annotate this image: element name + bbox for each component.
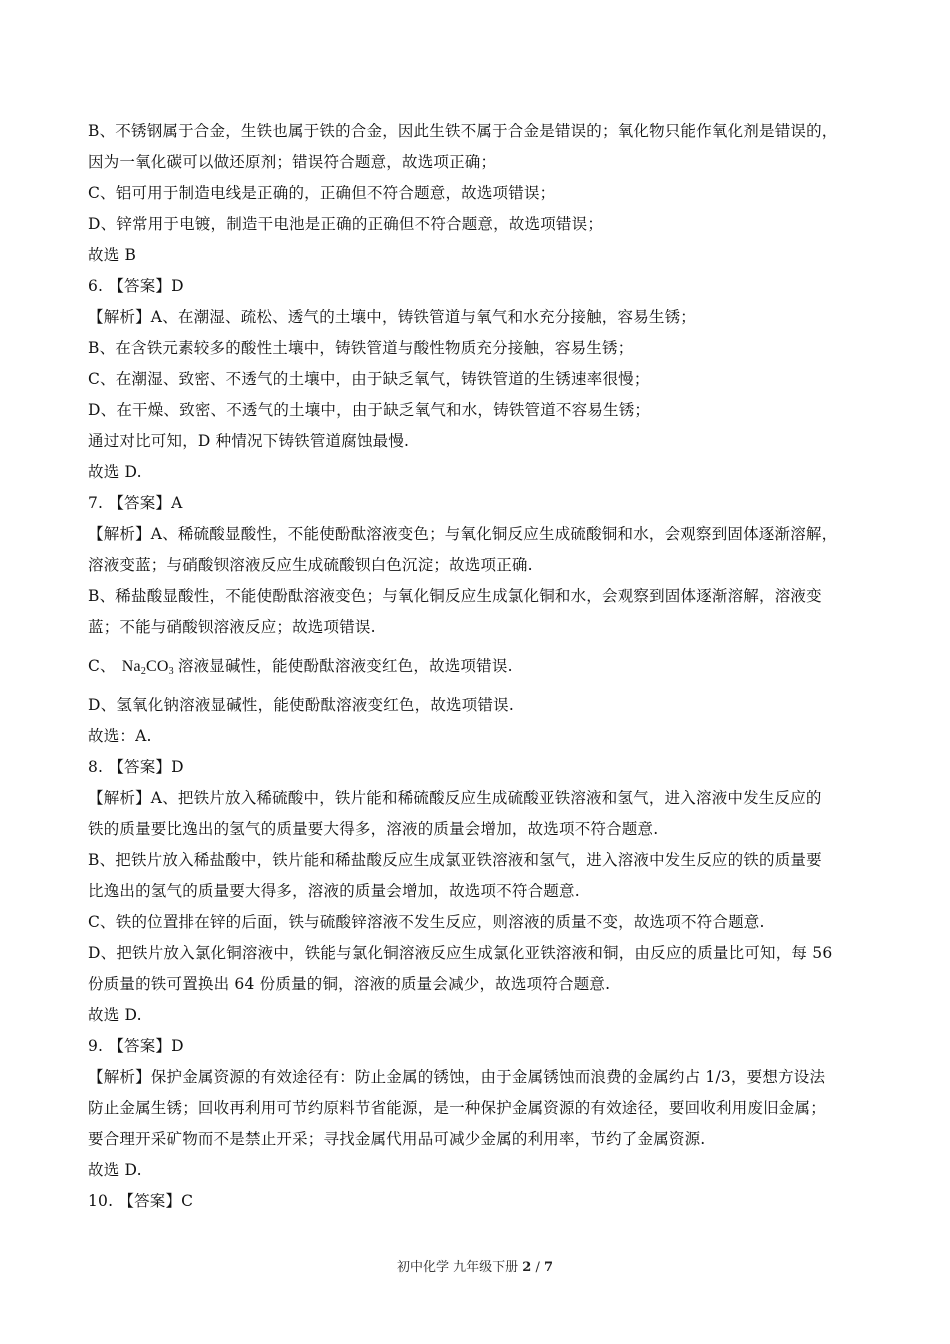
- text-line: 防止金属生锈；回收再利用可节约原料节省能源，是一种保护金属资源的有效途径，要回收利用废旧金属；: [88, 1099, 826, 1117]
- text-line: 蓝；不能与硝酸钡溶液反应；故选项错误.: [88, 618, 376, 636]
- text-line: 通过对比可知，D 种情况下铸铁管道腐蚀最慢.: [88, 432, 410, 450]
- text-line: 【解析】A、把铁片放入稀硫酸中，铁片能和稀硫酸反应生成硫酸亚铁溶液和氢气，进入溶液中发生反应的: [88, 789, 822, 807]
- text-line: C、在潮湿、致密、不透气的土壤中，由于缺乏氧气，铸铁管道的生锈速率很慢；: [88, 370, 650, 388]
- answer-content: [88, 116, 866, 1217]
- page-separator: /: [535, 1260, 540, 1275]
- text-line: 比逸出的氢气的质量要大得多，溶液的质量会增加，故选项不符合题意.: [88, 882, 580, 900]
- text-line: D、锌常用于电镀，制造干电池是正确的正确但不符合题意，故选项错误；: [88, 215, 604, 233]
- text-line: 铁的质量要比逸出的氢气的质量要大得多，溶液的质量会增加，故选项不符合题意.: [88, 820, 659, 838]
- text-line: 故选 D.: [88, 1006, 142, 1024]
- text-line: 故选：A.: [88, 727, 152, 745]
- formula-subscript: 3: [168, 666, 174, 677]
- text-line: B、把铁片放入稀盐酸中，铁片能和稀盐酸反应生成氯亚铁溶液和氢气，进入溶液中发生反应的铁的质量要: [88, 851, 822, 869]
- text-line: C、铝可用于制造电线是正确的，正确但不符合题意，故选项错误；: [88, 184, 556, 202]
- text-line: D、在干燥、致密、不透气的土壤中，由于缺乏氧气和水，铸铁管道不容易生锈；: [88, 401, 651, 419]
- text-line: 【解析】保护金属资源的有效途径有：防止金属的锈蚀，由于金属锈蚀而浪费的金属约占 1/3，要想方设法: [88, 1068, 826, 1086]
- text-line: 【解析】A、在潮湿、疏松、透气的土壤中，铸铁管道与氧气和水充分接触，容易生锈；: [88, 308, 696, 326]
- text-line: 溶液变蓝；与硝酸钡溶液反应生成硫酸钡白色沉淀；故选项正确.: [88, 556, 533, 574]
- text-line: B、在含铁元素较多的酸性土壤中，铸铁管道与酸性物质充分接触，容易生锈；: [88, 339, 634, 357]
- text-line: 8. 【答案】D: [88, 758, 184, 776]
- text-line: D、氢氧化钠溶液显碱性，能使酚酞溶液变红色，故选项错误.: [88, 696, 514, 714]
- formula-subscript: 2: [140, 666, 147, 677]
- footer-label: 初中化学 九年级下册: [396, 1260, 519, 1275]
- text-line: 故选 D.: [88, 1161, 142, 1179]
- formula-element: CO: [146, 658, 169, 675]
- page-footer: [0, 1256, 950, 1275]
- text-line: B、不锈钢属于合金，生铁也属于铁的合金，因此生铁不属于合金是错误的；氧化物只能作氧化剂是错误的，: [88, 122, 838, 140]
- formula-suffix: 溶液显碱性，能使酚酞溶液变红色，故选项错误.: [177, 657, 513, 675]
- page-number: 2: [522, 1260, 532, 1275]
- text-line: 因为一氧化碳可以做还原剂；错误符合题意，故选项正确；: [88, 153, 497, 171]
- text-line: 10. 【答案】C: [88, 1192, 194, 1210]
- text-line: C、铁的位置排在锌的后面，铁与硫酸锌溶液不发生反应，则溶液的质量不变，故选项不符合题意.: [88, 913, 765, 931]
- text-line: D、把铁片放入氯化铜溶液中，铁能与氯化铜溶液反应生成氯化亚铁溶液和铜，由反应的质量比可知，每 56: [88, 944, 833, 962]
- formula-line: [88, 651, 866, 682]
- text-line: 6. 【答案】D: [88, 277, 184, 295]
- text-line: 7. 【答案】A: [88, 494, 183, 512]
- text-line: 要合理开采矿物而不是禁止开采；寻找金属代用品可减少金属的利用率，节约了金属资源.: [88, 1130, 706, 1148]
- text-line: 故选 D.: [88, 463, 142, 481]
- chemical-formula: [122, 658, 174, 675]
- page-total: 7: [543, 1260, 554, 1275]
- text-line: 故选 B: [88, 246, 137, 264]
- text-line: 9. 【答案】D: [88, 1037, 184, 1055]
- text-line: B、稀盐酸显酸性，不能使酚酞溶液变色；与氧化铜反应生成氯化铜和水，会观察到固体逐渐溶解，溶液变: [88, 587, 822, 605]
- formula-prefix: C、: [88, 657, 116, 675]
- text-line: 份质量的铁可置换出 64 份质量的铜，溶液的质量会减少，故选项符合题意.: [88, 975, 611, 993]
- text-line: 【解析】A、稀硫酸显酸性，不能使酚酞溶液变色；与氧化铜反应生成硫酸铜和水，会观察到固体逐渐溶解，: [88, 525, 838, 543]
- formula-element: Na: [121, 658, 141, 675]
